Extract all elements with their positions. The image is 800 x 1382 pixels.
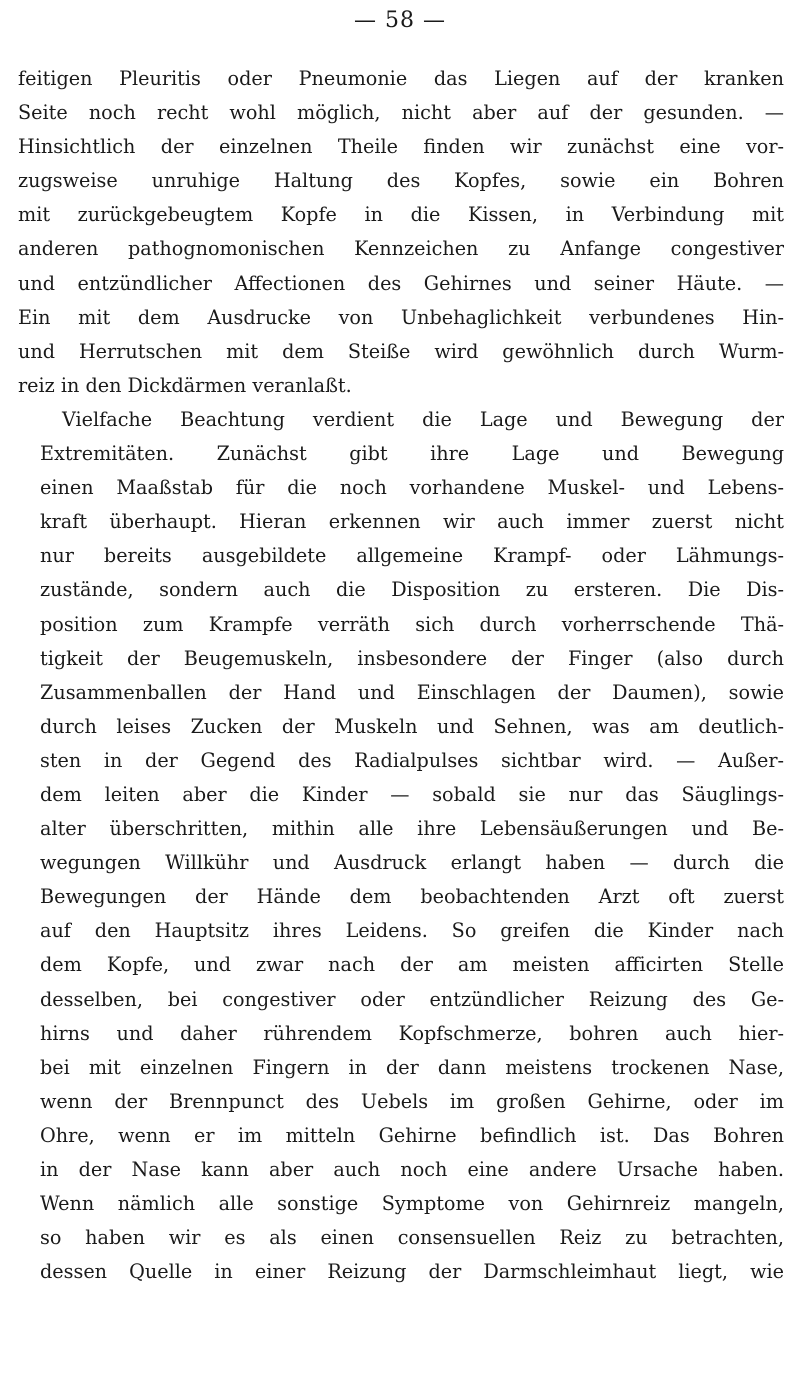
text-line: dem leiten aber die Kinder — sobald sie nur das Säuglings- xyxy=(40,782,784,806)
text-line: bei mit einzelnen Fingern in der dann meistens trockenen Nase, xyxy=(40,1055,784,1079)
text-line: desselben, bei congestiver oder entzündlicher Reizung des Ge- xyxy=(40,987,784,1011)
text-line: Hinsichtlich der einzelnen Theile finden wir zunächst eine vor- xyxy=(18,135,784,159)
text-line: Seite noch recht wohl möglich, nicht aber auf der gesunden. — xyxy=(18,101,784,125)
text-line: einen Maaßstab für die noch vorhandene Muskel- und Lebens- xyxy=(40,476,784,500)
text-line: wenn der Brennpunct des Uebels im großen Gehirne, oder im xyxy=(40,1089,784,1113)
text-line: tigkeit der Beugemuskeln, insbesondere der Finger (also durch xyxy=(40,646,784,670)
text-line: mit zurückgebeugtem Kopfe in die Kissen, in Verbindung mit xyxy=(18,203,784,227)
text-line: anderen pathognomonischen Kennzeichen zu Anfange congestiver xyxy=(18,237,784,261)
text-line: alter überschritten, mithin alle ihre Lebensäußerungen und Be- xyxy=(40,817,784,841)
text-line: und entzündlicher Affectionen des Gehirnes und seiner Häute. — xyxy=(18,271,784,295)
text-line: kraft überhaupt. Hieran erkennen wir auch immer zuerst nicht xyxy=(40,510,784,534)
text-line: reiz in den Dickdärmen veranlaßt. xyxy=(18,373,352,397)
text-line: Vielfache Beachtung verdient die Lage und Bewegung der xyxy=(62,407,784,431)
text-line: zugsweise unruhige Haltung des Kopfes, sowie ein Bohren xyxy=(18,169,784,193)
text-line: durch leises Zucken der Muskeln und Sehnen, was am deutlich- xyxy=(40,714,784,738)
text-line: feitigen Pleuritis oder Pneumonie das Liegen auf der kranken xyxy=(18,67,784,90)
text-line: Bewegungen der Hände dem beobachtenden Arzt oft zuerst xyxy=(40,885,784,909)
body-text xyxy=(18,62,784,1289)
text-line: auf den Hauptsitz ihres Leidens. So greifen die Kinder nach xyxy=(40,919,784,943)
text-line: zustände, sondern auch die Disposition zu ersteren. Die Dis- xyxy=(40,578,784,602)
text-line: wegungen Willkühr und Ausdruck erlangt haben — durch die xyxy=(40,851,784,875)
text-line: Ein mit dem Ausdrucke von Unbehaglichkeit verbundenes Hin- xyxy=(18,305,784,329)
text-line: nur bereits ausgebildete allgemeine Krampf- oder Lähmungs- xyxy=(40,544,784,568)
text-line: und Herrutschen mit dem Steiße wird gewöhnlich durch Wurm- xyxy=(18,339,784,363)
text-line: dem Kopfe, und zwar nach der am meisten afficirten Stelle xyxy=(40,953,784,977)
text-line: Zusammenballen der Hand und Einschlagen der Daumen), sowie xyxy=(40,680,784,704)
text-line: hirns und daher rührendem Kopfschmerze, bohren auch hier- xyxy=(40,1021,784,1045)
text-line: sten in der Gegend des Radialpulses sichtbar wird. — Außer- xyxy=(40,748,784,772)
text-line: dessen Quelle in einer Reizung der Darmschleimhaut liegt, wie xyxy=(40,1260,784,1284)
paragraph-1 xyxy=(18,62,784,403)
text-line: so haben wir es als einen consensuellen Reiz zu betrachten, xyxy=(40,1226,784,1250)
text-line: Extremitäten. Zunächst gibt ihre Lage und Bewegung xyxy=(40,442,784,466)
paragraph-2 xyxy=(18,403,784,1289)
text-line: position zum Krampfe verräth sich durch vorherrschende Thä- xyxy=(40,612,784,636)
text-line: Ohre, wenn er im mitteln Gehirne befindlich ist. Das Bohren xyxy=(40,1123,784,1147)
page-number: — 58 — xyxy=(354,8,446,33)
text-line: in der Nase kann aber auch noch eine andere Ursache haben. xyxy=(40,1158,784,1181)
text-line: Wenn nämlich alle sonstige Symptome von Gehirnreiz mangeln, xyxy=(40,1192,784,1216)
